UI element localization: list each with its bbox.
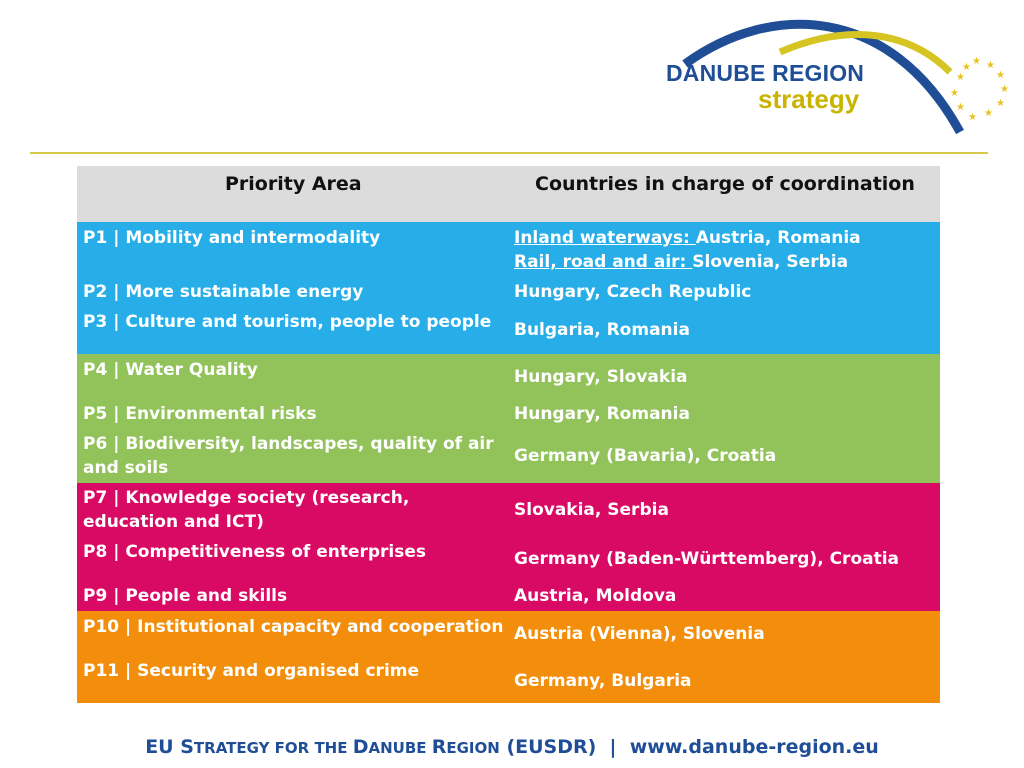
p5-area: P5 | Environmental risks	[83, 404, 317, 424]
p6-countries: Germany (Bavaria), Croatia	[514, 446, 777, 466]
svg-text:★: ★	[950, 88, 959, 99]
p1-countries-line2	[514, 250, 848, 274]
svg-text:★: ★	[956, 102, 965, 113]
p11-area: P11 | Security and organised crime	[83, 661, 420, 681]
p9-area: P9 | People and skills	[83, 586, 288, 606]
svg-text:★: ★	[986, 60, 995, 71]
p11-countries: Germany, Bulgaria	[514, 671, 692, 691]
svg-text:★: ★	[956, 72, 965, 83]
p6-area-line1: P6 | Biodiversity, landscapes, quality of air	[83, 434, 494, 454]
p10-area: P10 | Institutional capacity and cooperation	[83, 617, 504, 637]
p8-area: P8 | Competitiveness of enterprises	[83, 542, 427, 562]
svg-text:★: ★	[996, 70, 1005, 81]
table-header-row	[77, 166, 940, 222]
footer	[0, 736, 1024, 758]
eu-stars-icon	[950, 56, 1009, 123]
svg-text:★: ★	[962, 62, 971, 73]
svg-text:★: ★	[996, 98, 1005, 109]
p6-area-line2: and soils	[83, 458, 169, 478]
header-countries: Countries in charge of coordination	[535, 173, 915, 195]
p7-area-line1: P7 | Knowledge society (research,	[83, 488, 410, 508]
header-divider	[30, 152, 988, 154]
p1-rail-road-air-label: Rail, road and air:	[514, 252, 693, 272]
table-group-orange	[77, 611, 940, 703]
svg-text:★: ★	[972, 56, 981, 67]
p3-countries: Bulgaria, Romania	[514, 320, 690, 340]
table-group-magenta	[77, 483, 940, 611]
svg-text:★: ★	[984, 108, 993, 119]
table-group-green	[77, 354, 940, 483]
p1-countries-line1	[514, 226, 861, 250]
p2-countries: Hungary, Czech Republic	[514, 282, 752, 302]
p2-area: P2 | More sustainable energy	[83, 282, 364, 302]
p1-rail-road-air-countries: Slovenia, Serbia	[692, 252, 849, 272]
p3-area: P3 | Culture and tourism, people to people	[83, 312, 492, 332]
footer-url-link[interactable]: www.danube-region.eu	[629, 736, 879, 758]
p9-countries: Austria, Moldova	[514, 586, 677, 606]
header-priority-area: Priority Area	[225, 173, 362, 195]
footer-separator: |	[596, 736, 630, 758]
table-group-blue	[77, 222, 940, 354]
priority-areas-table	[77, 166, 940, 703]
p1-area: P1 | Mobility and intermodality	[83, 228, 381, 248]
p7-area-line2: education and ICT)	[83, 512, 264, 532]
p4-area: P4 | Water Quality	[83, 360, 258, 380]
p10-countries: Austria (Vienna), Slovenia	[514, 624, 765, 644]
logo-subtitle: strategy	[758, 84, 860, 114]
p1-inland-waterways-countries: Austria, Romania	[695, 228, 861, 248]
p4-countries: Hungary, Slovakia	[514, 367, 688, 387]
svg-text:★: ★	[968, 112, 977, 123]
footer-eu-strategy: EU STRATEGY FOR THE DANUBE REGION (EUSDR)	[145, 736, 597, 758]
svg-text:★: ★	[1000, 84, 1009, 95]
logo-title: DANUBE REGION	[666, 60, 865, 86]
p1-inland-waterways-label: Inland waterways:	[514, 228, 696, 248]
p7-countries: Slovakia, Serbia	[514, 500, 669, 520]
p8-countries: Germany (Baden-Württemberg), Croatia	[514, 549, 900, 569]
p5-countries: Hungary, Romania	[514, 404, 690, 424]
